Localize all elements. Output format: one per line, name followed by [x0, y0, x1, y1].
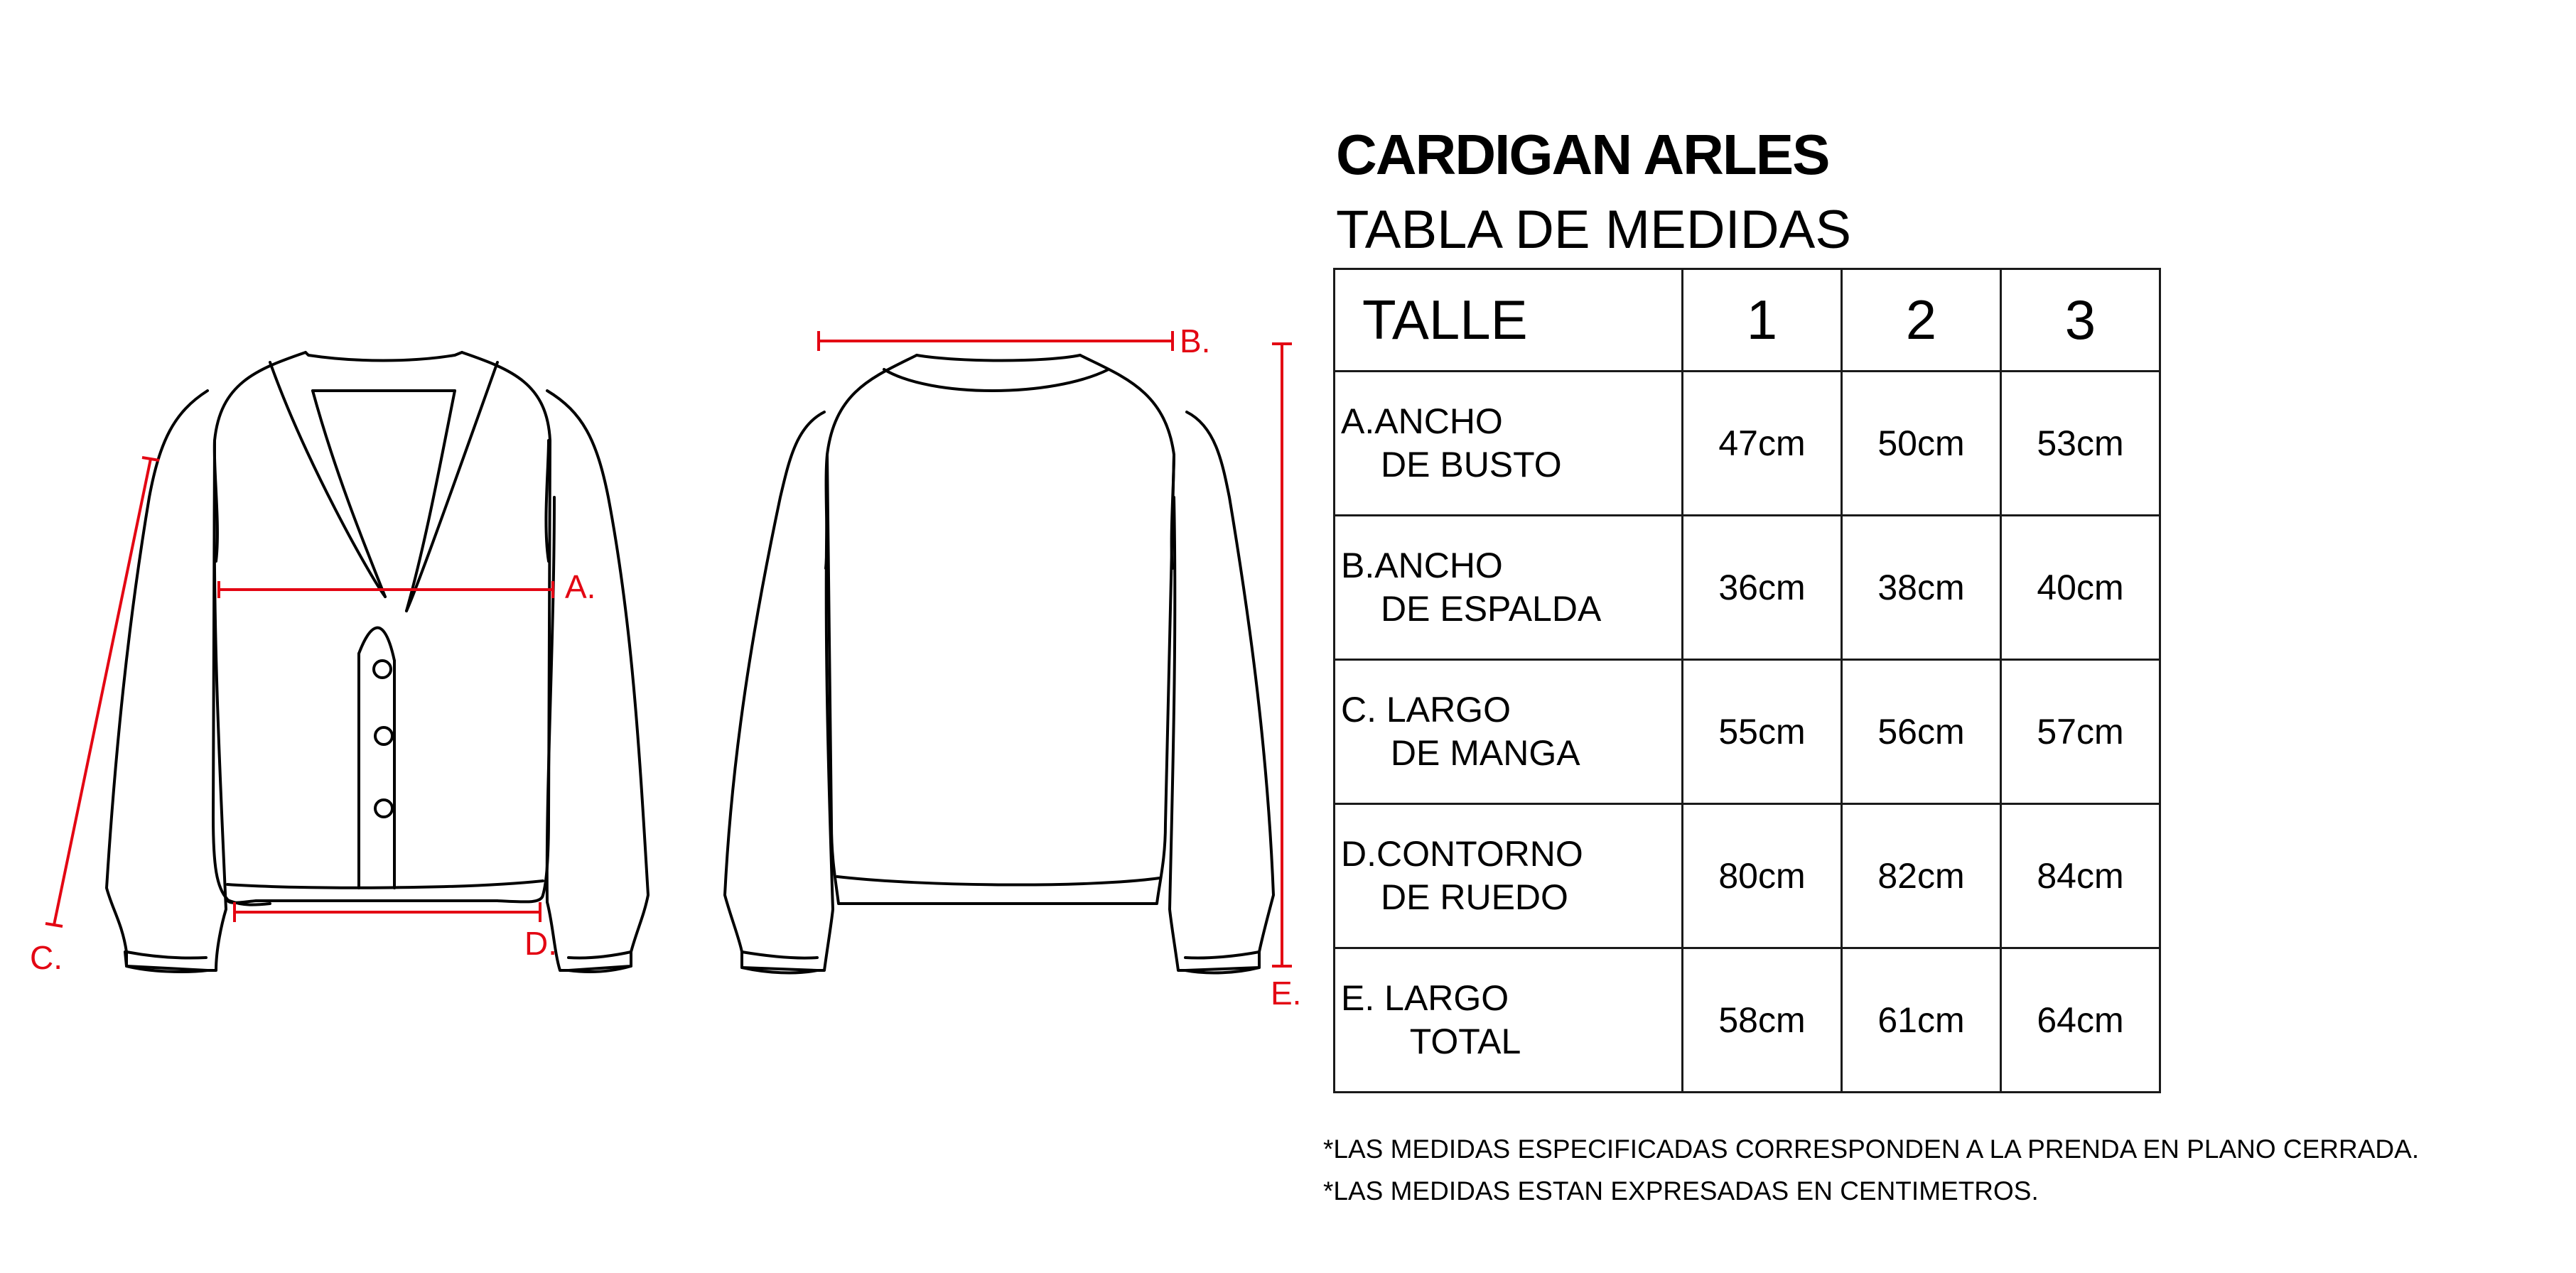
header-size: 2 [1842, 269, 2001, 372]
table-cell: 80cm [1683, 804, 1842, 948]
row-letter: D. [1341, 834, 1376, 874]
row-label [1335, 948, 1683, 1093]
measure-d-line [235, 902, 540, 922]
measure-c-line [45, 457, 159, 926]
row-letter: B. [1341, 546, 1375, 585]
header-talle: TALLE [1335, 269, 1683, 372]
table-row [1335, 804, 2160, 948]
table-cell: 38cm [1842, 516, 2001, 660]
row-label-line2: TOTAL [1381, 1022, 1521, 1061]
row-label-line2: DE ESPALDA [1381, 589, 1602, 629]
label-d: D. [524, 925, 557, 962]
table-header-row [1335, 269, 2160, 372]
header-size: 1 [1683, 269, 1842, 372]
row-label-line2: DE RUEDO [1381, 877, 1568, 917]
table-cell: 50cm [1842, 372, 2001, 516]
table-row [1335, 372, 2160, 516]
table-cell: 36cm [1683, 516, 1842, 660]
size-table [1333, 268, 2161, 1093]
table-cell: 56cm [1842, 660, 2001, 804]
note-line: *LAS MEDIDAS ESPECIFICADAS CORRESPONDEN A LA PRENDA EN PLANO CERRADA. [1323, 1134, 2420, 1164]
row-label [1335, 516, 1683, 660]
table-cell: 64cm [2001, 948, 2160, 1093]
note-line: *LAS MEDIDAS ESTAN EXPRESADAS EN CENTIMETROS. [1323, 1176, 2039, 1206]
row-letter: C. [1341, 690, 1386, 730]
row-label [1335, 804, 1683, 948]
label-c: C. [30, 939, 63, 976]
label-a: A. [565, 568, 596, 605]
row-label-line1 [1341, 400, 1681, 443]
back-view-drawing [725, 355, 1273, 973]
row-label-line2: DE MANGA [1381, 733, 1580, 773]
label-e: E. [1271, 975, 1302, 1012]
table-cell: 53cm [2001, 372, 2160, 516]
table-cell: 40cm [2001, 516, 2160, 660]
row-label-line2: DE BUSTO [1381, 445, 1562, 484]
row-label-text: CONTORNO [1376, 834, 1583, 874]
front-buttons [374, 661, 392, 817]
row-letter: E. [1341, 978, 1385, 1018]
measurement-labels [30, 323, 1301, 1012]
measurement-lines [45, 331, 1292, 966]
row-label [1335, 372, 1683, 516]
row-label-text: ANCHO [1374, 546, 1503, 585]
page-title: CARDIGAN ARLES [1336, 123, 1829, 186]
row-label-text: ANCHO [1374, 401, 1503, 441]
label-b: B. [1180, 323, 1211, 359]
row-label-line1 [1341, 544, 1681, 587]
row-label-text: LARGO [1384, 978, 1509, 1018]
table-row [1335, 660, 2160, 804]
row-label-line1 [1341, 833, 1681, 876]
table-cell: 61cm [1842, 948, 2001, 1093]
notes [1323, 1128, 2419, 1212]
table-cell: 57cm [2001, 660, 2160, 804]
row-label [1335, 660, 1683, 804]
table-cell: 55cm [1683, 660, 1842, 804]
table-cell: 47cm [1683, 372, 1842, 516]
page-subtitle: TABLA DE MEDIDAS [1336, 200, 1852, 260]
title-block [1336, 123, 1852, 260]
row-label-text: LARGO [1386, 690, 1511, 730]
table-row [1335, 516, 2160, 660]
table-cell: 82cm [1842, 804, 2001, 948]
row-letter: A. [1341, 401, 1375, 441]
row-label-line1 [1341, 977, 1681, 1020]
header-size: 3 [2001, 269, 2160, 372]
table-cell: 58cm [1683, 948, 1842, 1093]
table-row [1335, 948, 2160, 1093]
measure-b-line [819, 331, 1173, 351]
measure-e-line [1272, 344, 1292, 966]
row-label-line1 [1341, 688, 1681, 732]
table-cell: 84cm [2001, 804, 2160, 948]
